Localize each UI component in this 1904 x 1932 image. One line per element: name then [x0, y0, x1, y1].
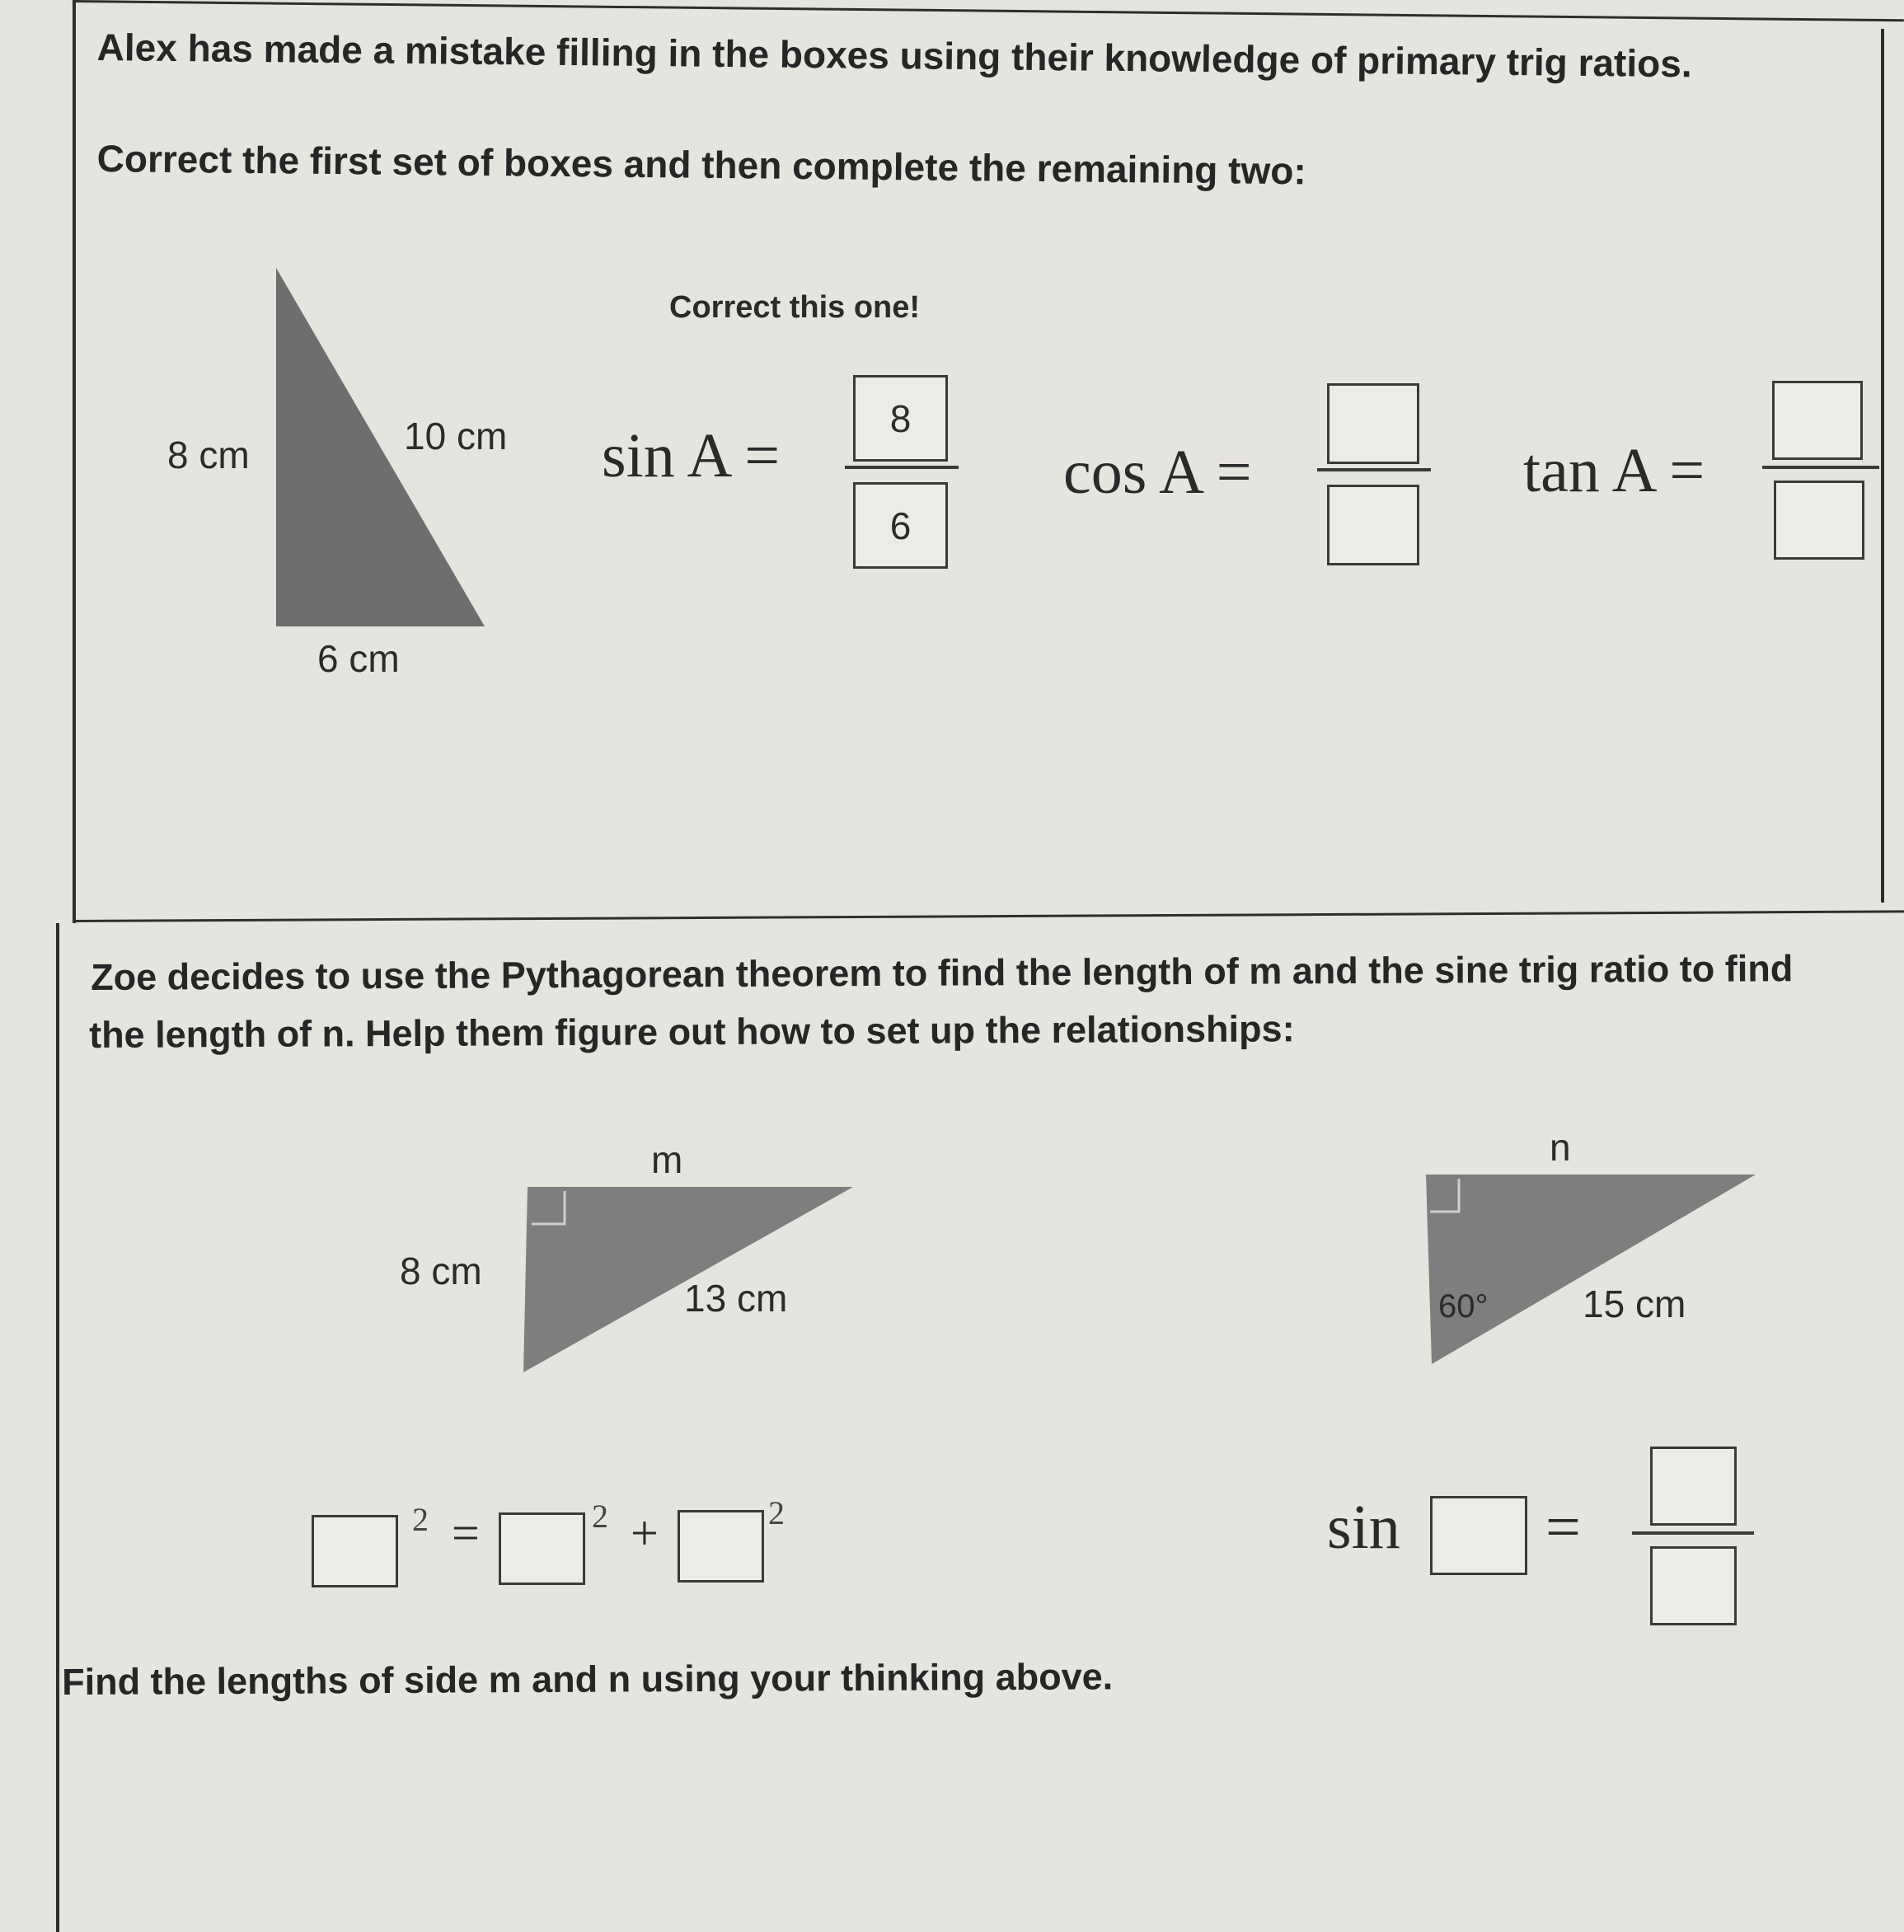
tan-denominator-box[interactable] — [1774, 481, 1864, 560]
side-15cm-label: 15 cm — [1583, 1283, 1686, 1325]
cos-fraction-bar — [1317, 468, 1431, 471]
side-13cm-label: 13 cm — [684, 1277, 788, 1320]
pyth-plus: + — [631, 1506, 659, 1560]
pyth-equals: = — [452, 1506, 480, 1560]
sin-numerator-box[interactable]: 8 — [853, 375, 948, 462]
pyth-box-1[interactable] — [312, 1515, 398, 1587]
sine-fraction-bar — [1632, 1531, 1754, 1535]
tan-a-label: tan A = — [1523, 436, 1705, 505]
correct-note: Correct this one! — [669, 290, 921, 325]
side-bottom-label: 6 cm — [317, 637, 400, 680]
side-m-label: m — [651, 1138, 683, 1181]
side-n-label: n — [1550, 1126, 1571, 1169]
triangle-n — [1426, 1175, 1756, 1364]
zoe-instruction-line-1: Zoe decides to use the Pythagorean theorem to find the length of m and the sine trig ratio to find — [91, 947, 1794, 998]
cos-numerator-box[interactable] — [1327, 383, 1419, 464]
tan-fraction-bar — [1762, 466, 1879, 469]
sine-equals: = — [1545, 1493, 1581, 1562]
pyth-exp-1: 2 — [412, 1501, 429, 1538]
pyth-box-2[interactable] — [499, 1512, 585, 1585]
instruction-line-2: Correct the first set of boxes and then complete the remaining two: — [96, 136, 1307, 193]
pyth-exp-2: 2 — [592, 1498, 608, 1535]
sine-denominator-box[interactable] — [1650, 1546, 1737, 1625]
pyth-exp-3: 2 — [768, 1494, 785, 1531]
side-hyp-label: 10 cm — [404, 415, 508, 457]
angle-60-label: 60° — [1438, 1288, 1489, 1325]
instruction-line-1: Alex has made a mistake filling in the boxes using their knowledge of primary trig ratios. — [96, 25, 1692, 86]
cos-denominator-box[interactable] — [1327, 485, 1419, 565]
sine-numerator-box[interactable] — [1650, 1447, 1737, 1526]
side-8cm-label: 8 cm — [400, 1250, 482, 1292]
side-left-label: 8 cm — [167, 434, 250, 476]
cos-a-label: cos A = — [1063, 438, 1252, 507]
pyth-box-3[interactable] — [678, 1510, 764, 1583]
sin-denominator-box[interactable]: 6 — [853, 482, 948, 569]
sin-fraction-bar — [845, 466, 959, 469]
sin-a-label: sin A = — [602, 421, 781, 490]
zoe-instruction-line-2: the length of n. Help them figure out how to set up the relationships: — [89, 1007, 1295, 1056]
sine-angle-box[interactable] — [1430, 1496, 1527, 1575]
sine-eq-label: sin — [1327, 1493, 1400, 1562]
tan-numerator-box[interactable] — [1772, 381, 1863, 460]
final-instruction: Find the lengths of side m and n using your thinking above. — [62, 1655, 1114, 1703]
